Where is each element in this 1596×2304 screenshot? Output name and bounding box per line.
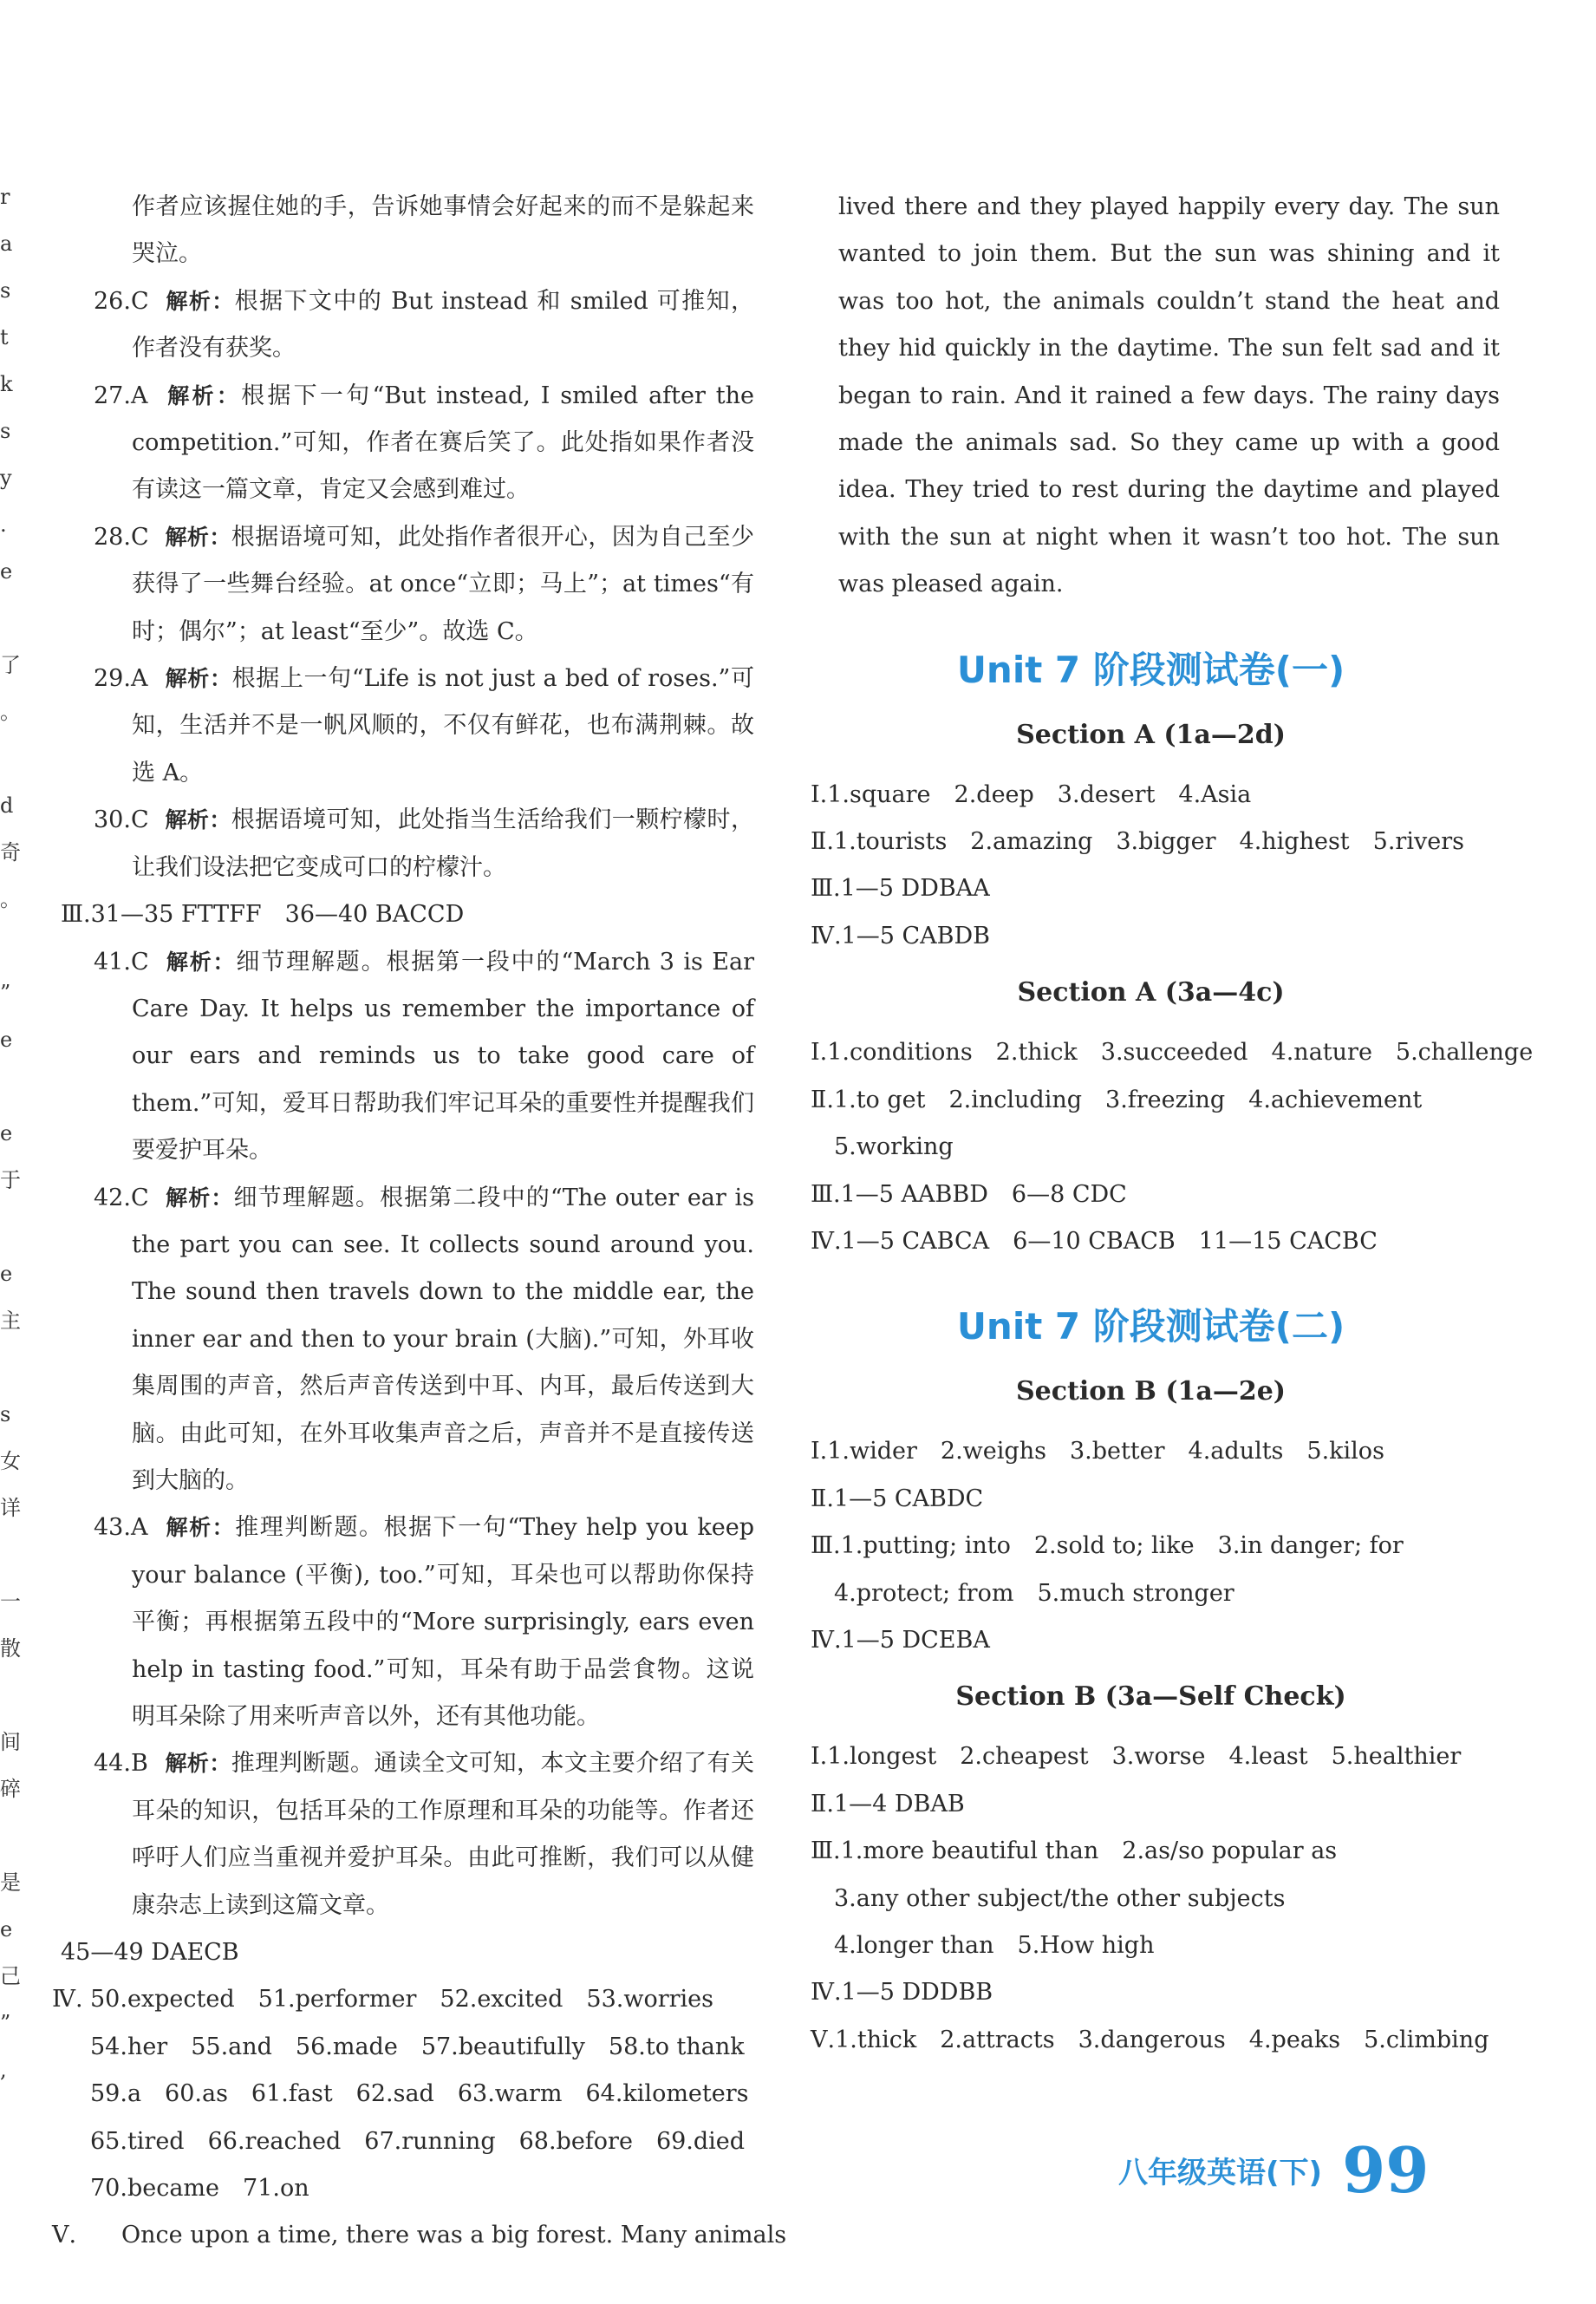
answer-row: Ⅳ.1—5 CABCA 6—10 CBACB 11—15 CACBC (811, 1227, 1378, 1255)
section-b-3a-self-check-answers (802, 1733, 1500, 2064)
edge-char: 。 (0, 700, 21, 724)
section-3-answers: Ⅲ.31—35 FTTFF 36—40 BACCD (61, 901, 465, 929)
edge-char (0, 735, 19, 782)
section-4-row: 70.became 71.on (90, 2175, 309, 2203)
edge-char: k (0, 372, 13, 396)
explanation-tag: 解析： (165, 1751, 231, 1777)
edge-char (0, 1204, 19, 1250)
right-column (802, 184, 1534, 2064)
section-a-3a-4c-answers (802, 1029, 1534, 1265)
answer-row: 5.working (811, 1133, 954, 1161)
explanation-tag: 解析： (165, 524, 231, 550)
section-4-row: 54.her 55.and 56.made 57.beautifully 58.to thank (90, 2033, 745, 2060)
item-number: 27.A (94, 382, 148, 409)
answer-row: Ⅰ.1.wider 2.weighs 3.better 4.adults 5.kilos (811, 1438, 1384, 1465)
answer-row: Ⅲ.1.putting; into 2.sold to; like 3.in danger; for (811, 1532, 1404, 1560)
item-number: 42.C (94, 1184, 149, 1211)
answer-row: Ⅳ.1—5 DDDBB (811, 1979, 993, 2007)
explanation-tag: 解析： (165, 382, 242, 408)
edge-char: ” (0, 981, 11, 1005)
answer-row: Ⅳ.1—5 DCEBA (811, 1626, 990, 1654)
explanation-text: 根据下文中的 But instead 和 smiled 可推知，作者没有获奖。 (132, 287, 754, 362)
section-4-row: 59.a 60.as 61.fast 62.sad 63.warm 64.kilometers (90, 2080, 749, 2108)
edge-char (0, 1063, 19, 1110)
answer-row: Ⅲ.1—5 DDBAA (811, 875, 990, 903)
edge-char: 了 (0, 653, 21, 677)
explanation-tag: 解析： (165, 949, 237, 975)
edge-char: 散 (0, 1636, 21, 1661)
section-b-1a-2e-answers (802, 1428, 1500, 1664)
edge-char: y (0, 466, 12, 490)
answer-row: Ⅰ.1.longest 2.cheapest 3.worse 4.least 5.healthier (811, 1743, 1462, 1771)
edge-char: a (0, 232, 13, 256)
edge-char: r (0, 185, 10, 209)
section-4-label: Ⅳ. (52, 1986, 83, 2014)
answer-item-28 (61, 514, 754, 656)
explanation-tag: 解析： (165, 1185, 234, 1211)
answer-row: Ⅱ.1.to get 2.including 3.freezing 4.achievement (811, 1086, 1423, 1113)
edge-char: e (0, 1917, 13, 1942)
item-number: 41.C (94, 948, 149, 976)
answers-45-49: 45—49 DAECB (61, 1939, 239, 1967)
answer-items-26-30 (61, 278, 754, 891)
edge-char: 详 (0, 1496, 21, 1520)
section-5-start: Once upon a time, there was a big forest. Many animals (121, 2222, 787, 2249)
answer-row: Ⅱ.1.tourists 2.amazing 3.bigger 4.highest 5.rivers (811, 828, 1464, 856)
section-4-answers (52, 1976, 754, 2212)
section-5-answer (52, 2212, 787, 2259)
answer-row: Ⅲ.1.more beautiful than 2.as/so popular as (811, 1837, 1338, 1865)
answer-item-41 (61, 939, 754, 1175)
edge-char: . (0, 512, 7, 537)
edge-char (0, 923, 19, 969)
answer-row: 3.any other subject/the other subjects (811, 1884, 1286, 1912)
answer-item-29 (61, 656, 754, 797)
answer-row: 4.longer than 5.How high (811, 1931, 1155, 1959)
edge-char: 奇 (0, 840, 21, 865)
section-a-1a-2d-answers (802, 772, 1500, 961)
explanation-text: 根据语境可知，此处指当生活给我们一颗柠檬时，让我们设法把它变成可口的柠檬汁。 (132, 806, 754, 881)
answer-row: Ⅴ.1.thick 2.attracts 3.dangerous 4.peaks 5.climbing (811, 2026, 1489, 2053)
answer-row: Ⅲ.1—5 AABBD 6—8 CDC (811, 1180, 1127, 1208)
answer-row: 4.protect; from 5.much stronger (811, 1579, 1234, 1607)
item-number: 30.C (94, 806, 149, 834)
unit-7-test-2-title: Unit 7 阶段测试卷(二) (956, 1305, 1345, 1348)
explanation-tag: 解析： (165, 807, 231, 833)
item-number: 44.B (94, 1750, 148, 1778)
answer-item-26 (61, 278, 754, 373)
item-number: 43.A (94, 1514, 148, 1542)
explanation-text: 推理判断题。通读全文可知，本文主要介绍了有关耳朵的知识，包括耳朵的工作原理和耳朵的功能等。作者还呼吁人们应当重视并爱护耳朵。由此可推断，我们可以从健康杂志上读到这篇文章。 (132, 1750, 754, 1919)
explanation-text: 细节理解题。根据第二段中的“The outer ear is the part you can see. It collects sound around you. The sound then travels down to the middle ear, the inner ear and then to your brain (大脑).”可知，外耳收集周围的声音，然后声音传送到中耳、内耳，最后传送到大脑。由此可知，在外耳收集声音之后，声音并不是直接传送到大脑的。 (132, 1184, 754, 1494)
page-footer (1118, 2133, 1429, 2207)
explanation-text: 推理判断题。根据下一句“They help you keep your balance (平衡), too.”可知，耳朵也可以帮助你保持平衡；再根据第五段中的“More surprisingly, ears even help in tasting food.”可知，耳朵有助于品尝食物。这说明耳朵除了用来听声音以外，还有其他功能。 (132, 1514, 754, 1730)
answer-item-30 (61, 797, 754, 891)
edge-char: 。 (0, 887, 21, 911)
section-a-1a-2d-title: Section A (1a—2d) (1016, 719, 1286, 750)
edge-char (0, 1344, 19, 1391)
unit-7-test-1-title: Unit 7 阶段测试卷(一) (956, 648, 1345, 691)
explanation-tag: 解析： (165, 288, 235, 314)
section-b-1a-2e-title: Section B (1a—2e) (1015, 1376, 1286, 1407)
answer-row: Ⅱ.1—5 CABDC (811, 1485, 984, 1512)
edge-char: e (0, 559, 13, 584)
answer-row: Ⅰ.1.square 2.deep 3.desert 4.Asia (811, 780, 1252, 808)
left-column (52, 184, 787, 2260)
answer-items-41-44 (61, 939, 754, 1930)
item-number: 29.A (94, 665, 148, 693)
edge-char: d (0, 793, 14, 818)
edge-char: s (0, 419, 11, 443)
subject-label: 八年级英语(下) (1118, 2156, 1323, 2190)
answer-item-42 (61, 1175, 754, 1505)
edge-char (0, 595, 19, 642)
explanation-text: 根据上一句“Life is not just a bed of roses.”可知，生活并不是一帆风顺的，不仅有鲜花，也布满荆棘。故选 A。 (132, 665, 754, 786)
item-number: 28.C (94, 523, 149, 551)
section-4-row: 65.tired 66.reached 67.running 68.before 69.died (90, 2127, 746, 2155)
edge-char: 是 (0, 1870, 21, 1895)
edge-char: e (0, 1121, 13, 1145)
edge-char: ” (0, 2011, 11, 2035)
answer-item-44 (61, 1740, 754, 1929)
item-25-continuation: 作者应该握住她的手，告诉她事情会好起来的而不是躲起来哭泣。 (132, 193, 754, 268)
edge-char: e (0, 1028, 13, 1052)
left-edge-cutoff-text (0, 173, 19, 2093)
explanation-text: 根据下一句“But instead, I smiled after the competition.”可知，作者在赛后笑了。此处指如果作者没有读这一篇文章，肯定又会感到难过。 (132, 382, 754, 504)
edge-char: 于 (0, 1168, 21, 1192)
story-continuation: lived there and they played happily every day. The sun wanted to join them. But the sun was shining and it was too hot, the animals couldn’t stand the heat and they hid quickly in the daytime. The sun felt sad and it began to rain. And it rained a few days. The rainy days made the animals sad. So they came up with a good idea. They tried to rest during the daytime and played with the sun at night when it wasn’t too hot. The sun was pleased again. (838, 193, 1500, 598)
edge-char: 女 (0, 1449, 21, 1473)
answer-item-43 (61, 1504, 754, 1740)
edge-char: t (0, 325, 9, 349)
section-a-3a-4c-title: Section A (3a—4c) (1017, 977, 1285, 1008)
edge-char: s (0, 278, 11, 303)
edge-char: e (0, 1262, 13, 1286)
edge-char (0, 1672, 19, 1719)
section-4-row: 50.expected 51.performer 52.excited 53.worries (90, 1986, 713, 2014)
edge-char: , (0, 2058, 7, 2082)
answer-row: Ⅳ.1—5 CABDB (811, 922, 990, 950)
section-5-label: Ⅴ. (52, 2222, 77, 2249)
edge-char: 主 (0, 1309, 21, 1333)
item-number: 26.C (94, 287, 149, 315)
edge-char: 一 (0, 1589, 21, 1614)
answer-item-27 (61, 373, 754, 514)
section-b-3a-self-check-title: Section B (3a—Self Check) (955, 1681, 1346, 1713)
edge-char: 间 (0, 1730, 21, 1754)
edge-char: 碎 (0, 1777, 21, 1801)
page-number: 99 (1342, 2133, 1430, 2207)
edge-char: 己 (0, 1964, 21, 1988)
answer-row: Ⅱ.1—4 DBAB (811, 1790, 965, 1818)
explanation-text: 细节理解题。根据第一段中的“March 3 is Ear Care Day. It helps us remember the importance of our ears and reminds us to take good care of them.”可知，爱耳日帮助我们牢记耳朵的重要性并提醒我们要爱护耳朵。 (132, 948, 754, 1165)
edge-char: s (0, 1402, 11, 1426)
edge-char (0, 1531, 19, 1578)
answer-row: Ⅰ.1.conditions 2.thick 3.succeeded 4.nature 5.challenge (811, 1039, 1534, 1067)
explanation-text: 根据语境可知，此处指作者很开心，因为自己至少获得了一些舞台经验。at once“立即；马上”；at times“有时；偶尔”；at least“至少”。故选 C。 (132, 523, 754, 645)
explanation-tag: 解析： (165, 666, 232, 692)
explanation-tag: 解析： (165, 1515, 236, 1541)
edge-char (0, 1812, 19, 1859)
